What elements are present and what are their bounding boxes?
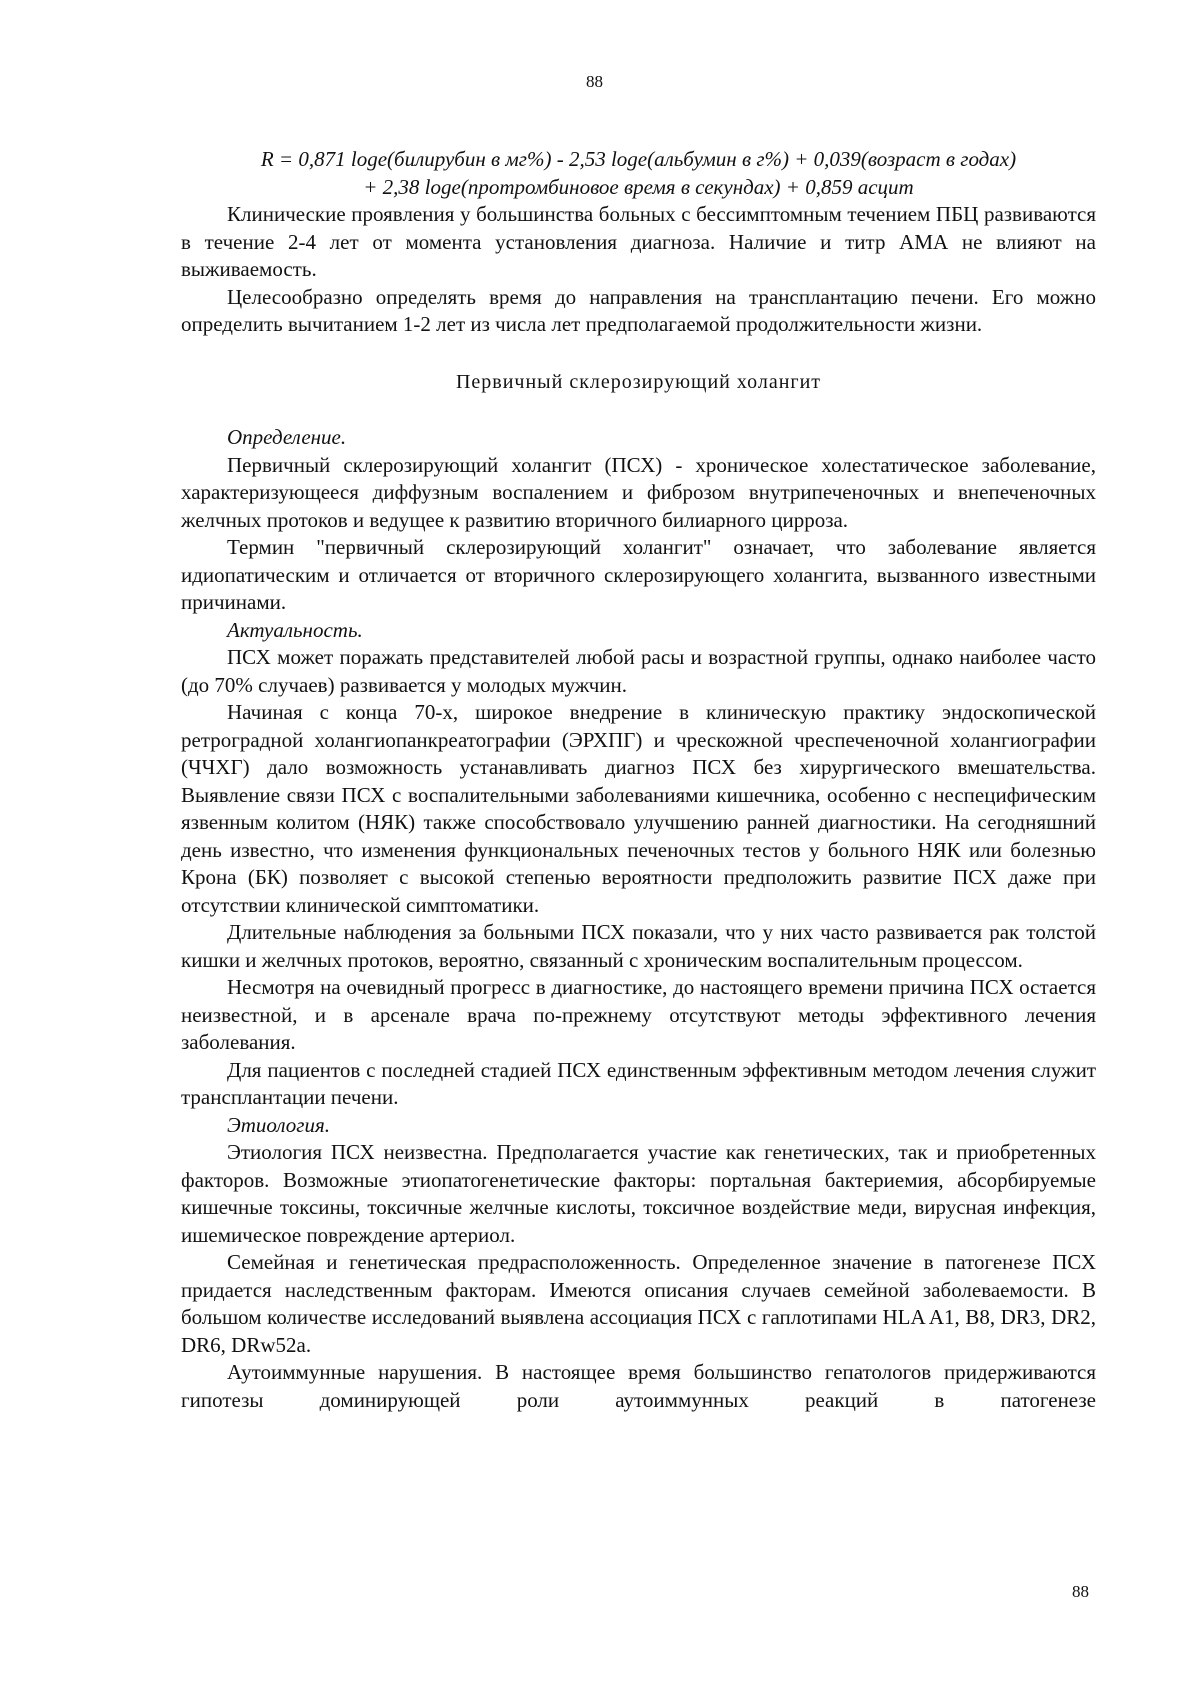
paragraph: Семейная и генетическая предрасположенность. Определенное значение в патогенезе ПСХ придается наследственным факторам. Имеются описания случаев семейной заболеваемости. В большом количестве исследований выявлена ассоциация ПСХ с гаплотипами HLA A1, B8, DR3, DR2, DR6, DRw52a. bbox=[181, 1250, 1096, 1357]
paragraph: Этиология ПСХ неизвестна. Предполагается участие как генетических, так и приобретенных факторов. Возможные этиопатогенетические факторы: портальная бактериемия, абсорбируемые кишечные токсины, токсичные желчные кислоты, токсичное воздействие меди, вирусная инфекция, ишемическое повреждение артериол. bbox=[181, 1140, 1096, 1247]
document-body bbox=[181, 146, 1096, 1414]
paragraph: Начиная с конца 70-х, широкое внедрение в клиническую практику эндоскопической ретроградной холангиопанкреатографии (ЭРХПГ) и чрескожной чреспеченочной холангиографии (ЧЧХГ) дало возможность устанавливать диагноз ПСХ без хирургического вмешательства. Выявление связи ПСХ с воспалительными заболеваниями кишечника, особенно с неспецифическим язвенным колитом (НЯК) также способствовало улучшению ранней диагностики. На сегодняшний день известно, что изменения функциональных печеночных тестов у больного НЯК или болезнью Крона (БК) позволяет с высокой степенью вероятности предположить развитие ПСХ даже при отсутствии клинической симптоматики. bbox=[181, 700, 1096, 917]
page-number-bottom: 88 bbox=[1072, 1582, 1089, 1601]
paragraph: ПСХ может поражать представителей любой расы и возрастной группы, однако наиболее часто (до 70% случаев) развивается у молодых мужчин. bbox=[181, 645, 1096, 697]
paragraph: Термин "первичный склерозирующий холангит" означает, что заболевание является идиопатическим и отличается от вторичного склерозирующего холангита, вызванного известными причинами. bbox=[181, 535, 1096, 614]
paragraph: Целесообразно определять время до направления на трансплантацию печени. Его можно определить вычитанием 1-2 лет из числа лет предполагаемой продолжительности жизни. bbox=[181, 284, 1096, 336]
paragraph: Клинические проявления у большинства больных с бессимптомным течением ПБЦ развиваются в течение 2-4 лет от момента установления диагноза. Наличие и титр АМА не влияют на выживаемость. bbox=[181, 202, 1096, 281]
formula-line-2: + 2,38 loge(протромбиновое время в секундах) + 0,859 асцит bbox=[363, 174, 914, 199]
subheading-etiology: Этиология. bbox=[227, 1112, 331, 1137]
section-title: Первичный склерозирующий холангит bbox=[455, 370, 822, 393]
paragraph: Несмотря на очевидный прогресс в диагностике, до настоящего времени причина ПСХ остается неизвестной, и в арсенале врача по-прежнему отсутствуют методы эффективного лечения заболевания. bbox=[181, 975, 1096, 1054]
paragraph: Аутоиммунные нарушения. В настоящее время большинство гепатологов придерживаются гипотезы доминирующей роли аутоиммунных реакций в патогенезе bbox=[181, 1360, 1096, 1412]
paragraph: Длительные наблюдения за больными ПСХ показали, что у них часто развивается рак толстой кишки и желчных протоков, вероятно, связанный с хроническим воспалительным процессом. bbox=[181, 920, 1096, 972]
subheading-definition: Определение. bbox=[227, 425, 347, 449]
formula-line-1: R = 0,871 loge(билирубин в мг%) - 2,53 loge(альбумин в г%) + 0,039(возраст в годах) bbox=[260, 147, 1017, 171]
subheading-relevance: Актуальность. bbox=[227, 617, 363, 642]
paragraph: Первичный склерозирующий холангит (ПСХ) - хроническое холестатическое заболевание, характеризующееся диффузным воспалением и фиброзом внутрипеченочных и внепеченочных желчных протоков и ведущее к развитию вторичного билиарного цирроза. bbox=[181, 452, 1096, 532]
page-number-top: 88 bbox=[586, 72, 603, 91]
paragraph: Для пациентов с последней стадией ПСХ единственным эффективным методом лечения служит трансплантации печени. bbox=[181, 1057, 1096, 1109]
